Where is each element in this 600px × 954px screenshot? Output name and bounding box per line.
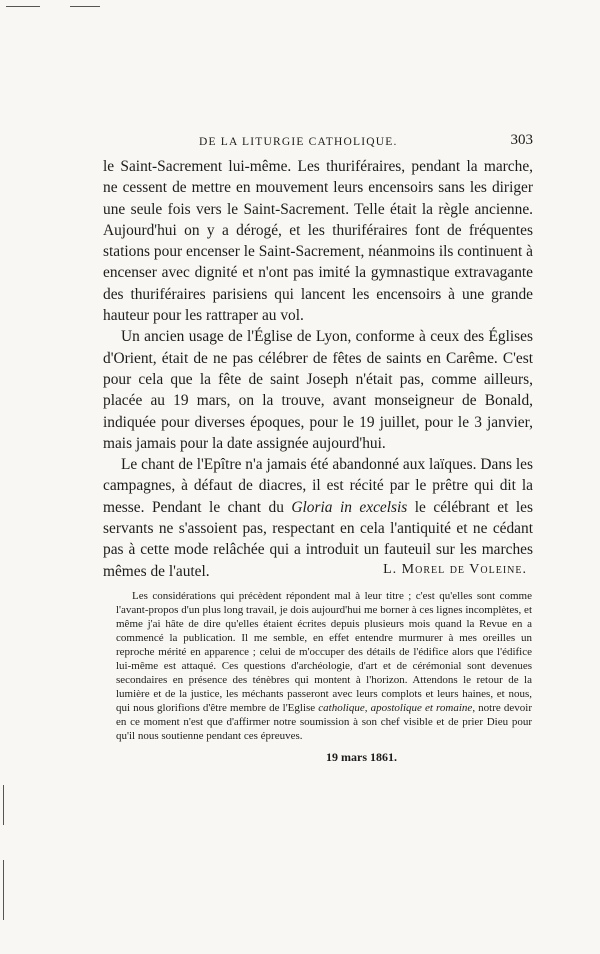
paragraph-text: Le chant de l'Epître n'a jamais été abandonné aux laïques. Dans les campagnes, à défaut de diacres, il est récité par le prêtre qui dit la messe. Pendant le chant du (103, 456, 533, 516)
running-title: DE LA LITURGIE CATHOLIQUE. (199, 136, 398, 148)
author-signature: L. Morel de Voleine. (383, 562, 527, 577)
footnote-text: , notre devoir en ce moment n'est que d'affirmer notre soumission à son chef visible et de prier Dieu pour qu'il nous soutienne pendant ces épreuves. (116, 702, 532, 742)
note-date: 19 mars 1861. (326, 750, 397, 764)
page-number: 303 (510, 132, 533, 148)
main-text (103, 156, 533, 582)
footnote-paragraph (116, 589, 532, 743)
scan-artifact-edge (3, 785, 4, 825)
paragraph-text: le célébrant et les servants ne s'assoient pas, respectant en cela l'antiquité et ne cédant pas à cette mode relâchée qui a introduit un fauteuil sur les marches mêmes de l'autel. (103, 498, 533, 580)
scan-artifact-rule (6, 6, 40, 7)
paragraph: Un ancien usage de l'Église de Lyon, conforme à ceux des Églises d'Orient, était de ne pas célébrer de fêtes de saints en Carême. C'est pour cela que la fête de saint Joseph n'était pas, comme ailleurs, placée au 19 mars, on la trouve, avant monseigneur de Bonald, indiquée pour diverses époques, pour le 19 juillet, pour le 3 janvier, mais jamais pour la date assignée aujourd'hui. (103, 328, 533, 452)
page-header (103, 134, 533, 152)
italic-phrase: Gloria in excelsis (291, 498, 408, 516)
scan-artifact-edge (3, 860, 4, 920)
footnote-text: Les considérations qui précèdent répondent mal à leur titre ; c'est qu'elles sont comme l'avant-propos d'un plus long travail, je dois aujourd'hui me borner à ces lignes incomplètes, et même j'ai hâte de dire qu'elles étaient écrites depuis plusieurs mois quand la Revue en a commencé la publication. Il me semble, en effet entendre murmurer à mes oreilles un reproche mérité en apparence ; celui de m'occuper des détails de l'édifice alors que l'édifice lui-même est attaqué. Ces questions d'archéologie, d'art et de cérémonial sont devenues secondaires en présence des ténèbres qui montent à l'horizon. Attendons le retour de la lumière et de la justice, les méchants passeront avec leurs complots et leurs haines, et nous, qui nous glorifions d'être membre de l'Eglise (116, 590, 532, 714)
scan-artifact-rule (70, 6, 100, 7)
italic-phrase: catholique, apostolique et romaine (318, 702, 473, 714)
footnote (116, 589, 532, 743)
paragraph: le Saint-Sacrement lui-même. Les thuriféraires, pendant la marche, ne cessent de mettre en mouvement leurs encensoirs sans les diriger une seule fois vers le Saint-Sacrement. Telle était la règle ancienne. Aujourd'hui on y a dérogé, et les thuriféraires font de fréquentes stations pour encenser le Saint-Sacrement, néanmoins ils continuent à encenser avec dignité et n'ont pas imité la gymnastique extravagante des thuriféraires parisiens qui lancent les encensoirs à une grande hauteur pour les rattraper au vol. (103, 158, 533, 325)
